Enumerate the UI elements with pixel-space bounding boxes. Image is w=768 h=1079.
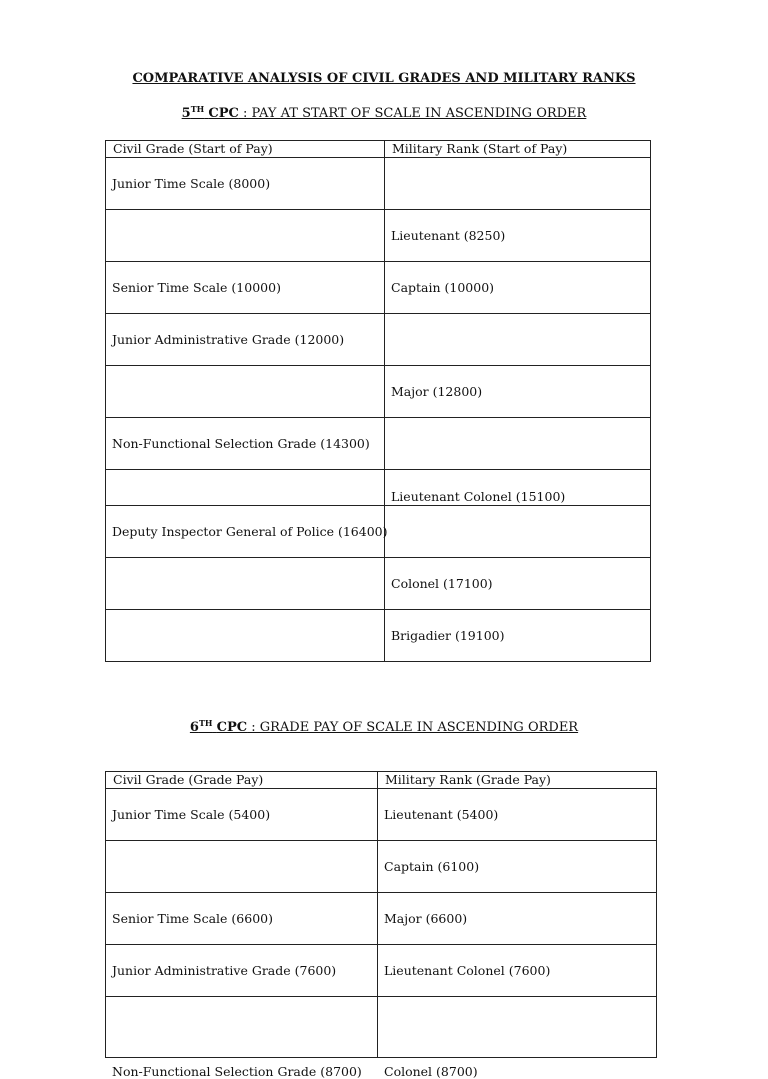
military-rank-cell: Major (6600) — [378, 893, 657, 945]
civil-grade-cell: Junior Administrative Grade (12000) — [106, 314, 385, 366]
civil-grade-cell — [106, 470, 385, 506]
table-row — [106, 506, 651, 558]
civil-grade-text: Non-Functional Selection Grade (8700) — [112, 1064, 362, 1079]
column-header-civil-grade: Civil Grade (Grade Pay) — [106, 772, 378, 789]
table-header-row — [106, 141, 651, 158]
military-rank-cell: Captain (10000) — [385, 262, 651, 314]
document-title: COMPARATIVE ANALYSIS OF CIVIL GRADES AND MILITARY RANKS — [132, 71, 636, 86]
heading-superscript: TH — [198, 718, 213, 728]
heading-cpc: CPC — [208, 106, 239, 121]
heading-cpc: CPC — [216, 720, 248, 735]
civil-grade-cell: Junior Administrative Grade (7600) — [106, 945, 378, 997]
civil-grade-cell — [106, 558, 385, 610]
military-rank-cell: Captain (6100) — [378, 841, 657, 893]
column-header-military-rank: Military Rank (Grade Pay) — [378, 772, 657, 789]
military-rank-cell: Lieutenant Colonel (15100) — [385, 470, 651, 506]
table-row — [106, 610, 651, 662]
military-rank-cell: Lieutenant Colonel (7600) — [378, 945, 657, 997]
column-header-military-rank: Military Rank (Start of Pay) — [385, 141, 651, 158]
table-row — [106, 997, 657, 1058]
table-header-row — [106, 772, 657, 789]
military-rank-cell: Colonel (17100) — [385, 558, 651, 610]
heading-number: 5 — [181, 106, 191, 121]
civil-grade-cell — [106, 997, 378, 1079]
military-rank-cell — [385, 506, 651, 558]
military-rank-cell — [385, 314, 651, 366]
military-rank-cell: Major (12800) — [385, 366, 651, 418]
table-row — [106, 366, 651, 418]
table-row — [106, 418, 651, 470]
table-row — [106, 314, 651, 366]
heading-text: : PAY AT START OF SCALE IN ASCENDING ORDER — [238, 106, 587, 121]
civil-grade-cell: Senior Time Scale (10000) — [106, 262, 385, 314]
civil-grade-cell — [106, 610, 385, 662]
section-heading-6th-cpc — [0, 718, 768, 735]
column-header-civil-grade: Civil Grade (Start of Pay) — [106, 141, 385, 158]
military-rank-cell: Lieutenant (8250) — [385, 210, 651, 262]
table-row — [106, 558, 651, 610]
civil-grade-cell: Senior Time Scale (6600) — [106, 893, 378, 945]
civil-grade-cell — [106, 841, 378, 893]
table-6th-cpc — [105, 771, 657, 1079]
heading-text: : GRADE PAY OF SCALE IN ASCENDING ORDER — [247, 720, 579, 735]
military-rank-cell: Lieutenant (5400) — [378, 789, 657, 841]
civil-grade-cell: Junior Time Scale (8000) — [106, 158, 385, 210]
table-row — [106, 470, 651, 506]
table-row — [106, 893, 657, 945]
section-heading-5th-cpc — [0, 104, 768, 121]
military-rank-cell: Brigadier (19100) — [385, 610, 651, 662]
heading-number: 6 — [189, 720, 199, 735]
civil-grade-cell: Deputy Inspector General of Police (16400) — [106, 506, 385, 558]
table-row — [106, 789, 657, 841]
table-row — [106, 945, 657, 997]
civil-grade-cell — [106, 366, 385, 418]
civil-grade-cell: Non-Functional Selection Grade (14300) — [106, 418, 385, 470]
civil-grade-cell: Junior Time Scale (5400) — [106, 789, 378, 841]
military-rank-cell — [378, 997, 657, 1079]
military-rank-text: Colonel (8700) — [384, 1064, 478, 1079]
table-row — [106, 158, 651, 210]
table-row — [106, 210, 651, 262]
table-row — [106, 262, 651, 314]
table-row — [106, 841, 657, 893]
heading-superscript: TH — [190, 104, 205, 114]
military-rank-cell — [385, 418, 651, 470]
civil-grade-cell — [106, 210, 385, 262]
table-5th-cpc — [105, 140, 651, 662]
military-rank-cell — [385, 158, 651, 210]
